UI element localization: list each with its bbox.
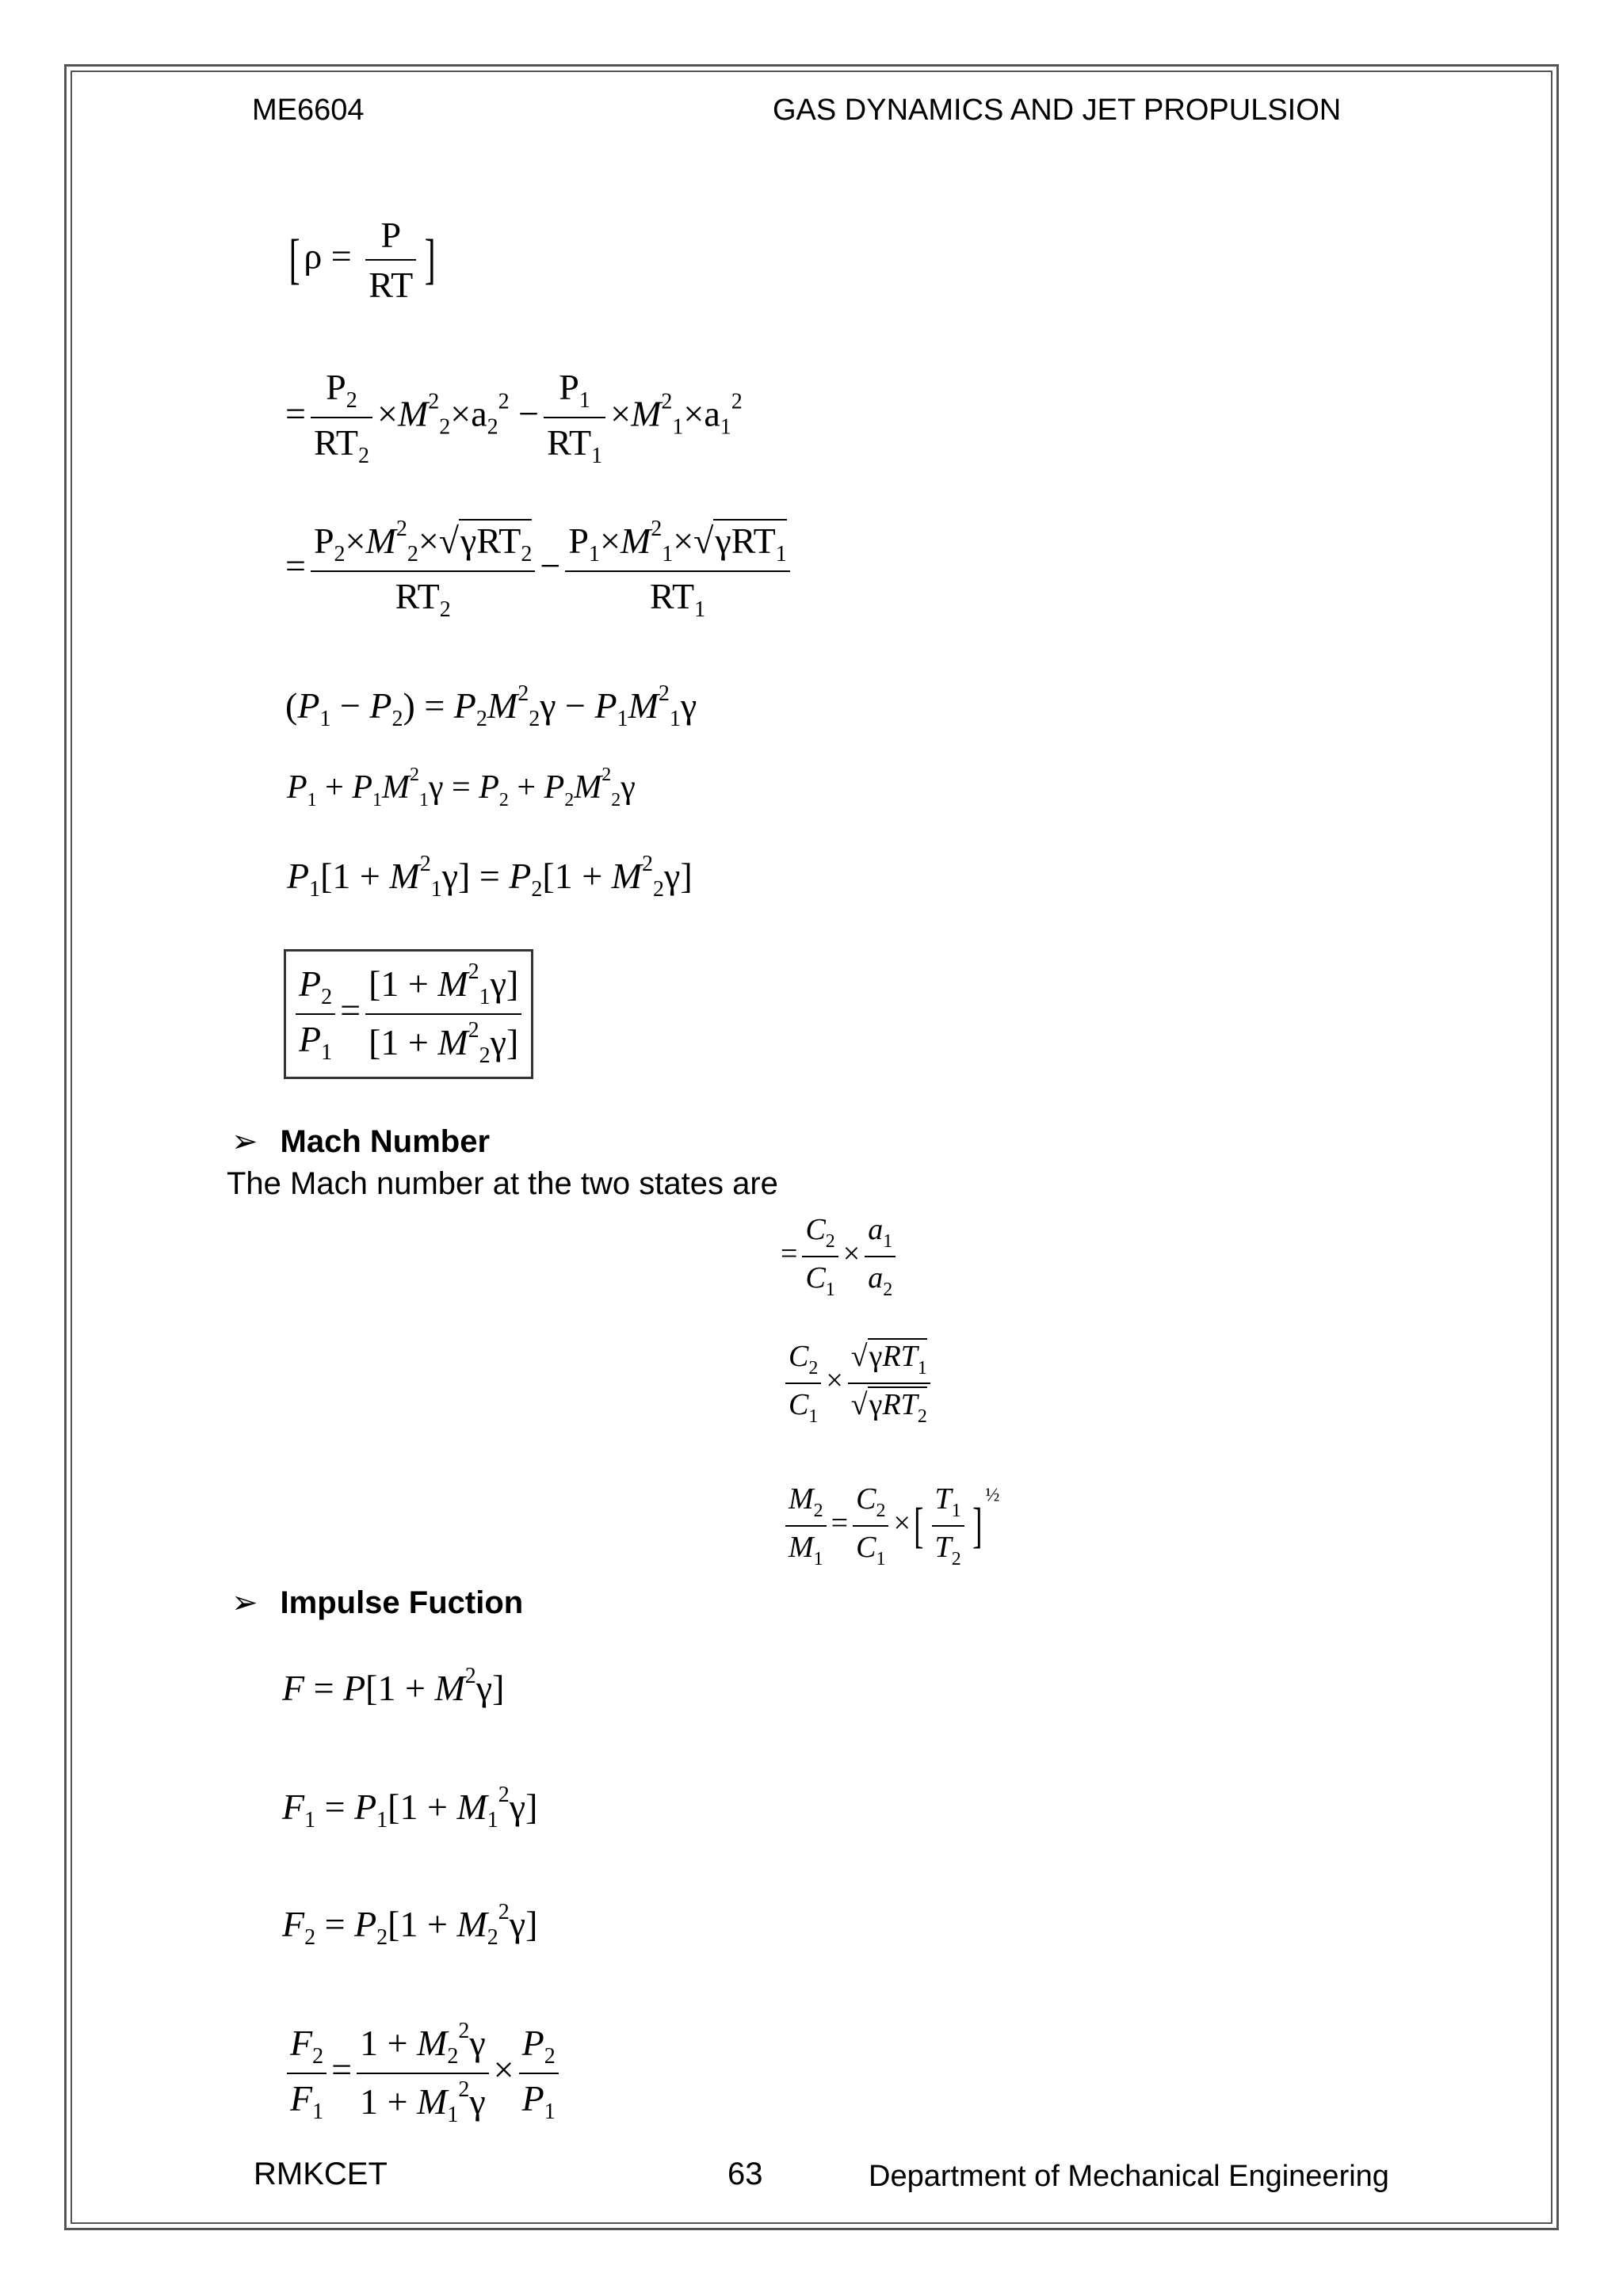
equation-impulse-general: $F = P[1 + M^2\gamma]$ — [282, 1664, 505, 1708]
header-course-code: ME6604 — [252, 93, 365, 127]
equation-pressure-sum: $P_1 + P_1M^2_1\gamma = P_2 + P_2M^2_2\gamma$ — [287, 765, 636, 810]
header-course-title: GAS DYNAMICS AND JET PROPULSION — [773, 93, 1342, 127]
footer-department: Department of Mechanical Engineering — [869, 2160, 1389, 2193]
arrow-bullet-icon: ➢ — [231, 1124, 258, 1159]
equation-impulse-state-1: $F_1 = P_1[1 + M_1^2\gamma]$ — [282, 1783, 538, 1833]
equation-mach-ratio-3: $\frac{M_2}{M_1}$ = $\frac{C_2}{C_1}$ ×[ $\frac{T_1}{T_2}$ ]$^{\frac{1}{2}}$ — [781, 1482, 999, 1570]
footer-page-number: 63 — [727, 2157, 763, 2191]
mach-intro-text: The Mach number at the two states are — [227, 1166, 778, 1201]
equation-momentum-2: = $\frac{P_2\times M^2_2\times√\gamma RT_2}{RT_2}$ − $\frac{P_1\times M^2_1\times√\gamma RT_1}{RT_1}$ — [285, 517, 795, 623]
equation-impulse-ratio: $\frac{F_2}{F_1}$ = $\frac{1 + M_2^2\gamma}{1 + M_1^2\gamma}$ × $\frac{P_2}{P_1}$ — [282, 2019, 563, 2128]
equation-mach-ratio-2: $\frac{C_2}{C_1}$ × $\frac{√\gamma RT_1}{√\gamma RT_2}$ — [781, 1339, 935, 1428]
equation-pressure-difference: $(P_1 - P_2) = P_2M^2_2\gamma - P_1M^2_1\gamma$ — [285, 681, 697, 731]
arrow-bullet-icon: ➢ — [231, 1585, 258, 1620]
equation-impulse-state-2: $F_2 = P_2[1 + M_2^2\gamma]$ — [282, 1900, 538, 1950]
equation-pressure-ratio-boxed: $\frac{P_2}{P_1}$ = $\frac{[1 + M^2_1\gamma]}{[1 + M^2_2\gamma]}$ — [284, 949, 533, 1079]
section-heading-impulse-function: ➢ Impulse Fuction — [231, 1585, 524, 1620]
footer-institution: RMKCET — [254, 2157, 388, 2191]
equation-pressure-factored: $P_1[1 + M^2_1\gamma] = P_2[1 + M^2_2\gamma]$ — [287, 852, 693, 902]
equation-mach-ratio-1: = $\frac{C_2}{C_1}$ × $\frac{a_1}{a_2}$ — [781, 1212, 900, 1301]
section-heading-mach-number: ➢ Mach Number — [231, 1124, 491, 1159]
equation-momentum-1: = $\frac{P_2}{RT_2}$ $\times M^2_2\times a_2^2$ − $\frac{P_1}{RT_1}$ $\times M^2_1\times a_1^2$ — [285, 367, 743, 468]
equation-density: [ ρ = $\frac{P}{RT}$ ] — [288, 215, 436, 305]
